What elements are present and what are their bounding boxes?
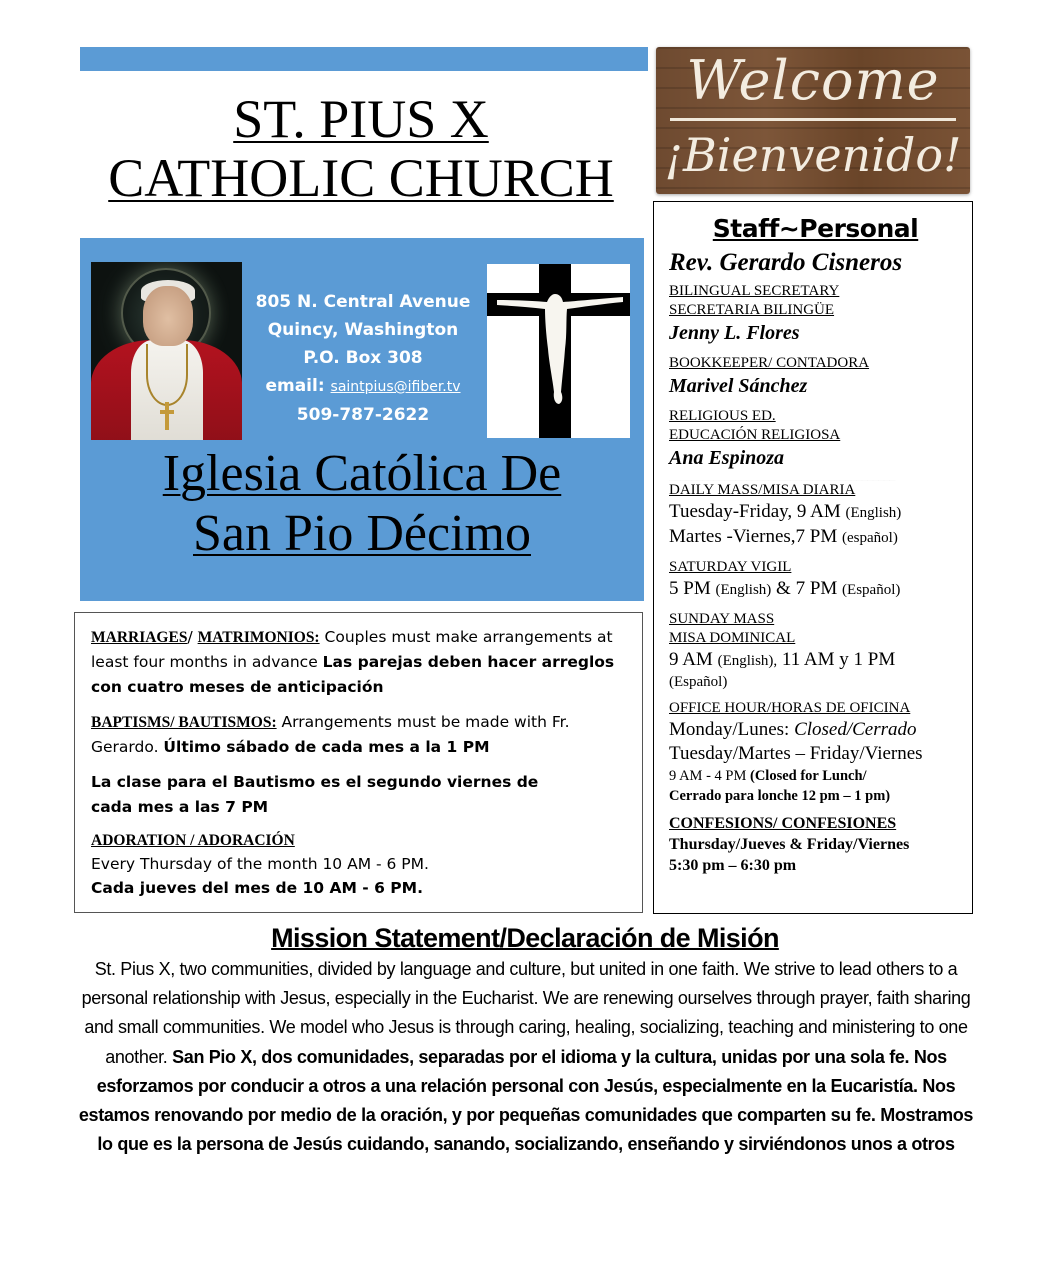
staff-name: Ana Espinoza [669, 447, 785, 469]
baptisms-text-en: Arrangements must be made with Fr. Gerardo. [91, 713, 570, 756]
office-lunch-line1: (Closed for Lunch/ [749, 768, 867, 784]
baptisms-heading: BAPTISMS/ BAUTISMOS: [91, 714, 277, 731]
staff-schedule-box [653, 201, 973, 914]
saturday-vigil-heading: SATURDAY VIGIL [669, 559, 792, 575]
confessions-heading: CONFESIONS/ CONFESIONES [669, 815, 897, 832]
staff-role: BILINGUAL SECRETARY [669, 283, 840, 299]
welcome-text: Welcome [686, 49, 940, 112]
mission-title-text: Mission Statement/Declaración de Misión [271, 923, 779, 953]
church-info-panel [80, 238, 644, 601]
vigil-note2: (Español) [842, 582, 901, 598]
saturday-vigil-section [669, 558, 962, 602]
office-hours-section [669, 699, 962, 806]
staff-name: Jenny L. Flores [669, 322, 800, 344]
adoration-text-es: Cada jueves del mes de 10 AM - 6 PM. [91, 879, 423, 897]
church-title-line1: ST. PIUS X [233, 89, 489, 149]
address-city: Quincy, Washington [267, 320, 459, 340]
section-divider: _________________________________________ [669, 471, 895, 481]
church-title [80, 90, 642, 208]
welcome-sign-rule [670, 118, 956, 121]
phone-number: 509-787-2622 [296, 405, 430, 425]
pastor-name: Rev. Gerardo Cisneros [669, 249, 903, 276]
confessions-section [669, 814, 962, 876]
confessions-days: Thursday/Jueves & Friday/Viernes [669, 836, 910, 853]
staff-role: SECRETARIA BILINGÜE [669, 302, 835, 318]
marriages-text-es: Las parejas deben hacer arreglos con cuatro meses de anticipación [91, 653, 615, 696]
marriages-heading-en: MARRIAGES [91, 629, 188, 646]
staff-role: BOOKKEEPER/ CONTADORA [669, 355, 870, 371]
marriages-heading-es: MATRIMONIOS: [197, 629, 320, 646]
staff-role: RELIGIOUS ED. [669, 408, 776, 424]
baptisms-section [91, 710, 632, 760]
sacraments-info-box [74, 612, 643, 913]
office-hours-time: 9 AM - 4 PM [669, 768, 750, 784]
sunday-time1: 9 AM [669, 649, 718, 670]
staff-member [669, 282, 962, 346]
welcome-sign-image [656, 47, 970, 194]
crucifix-icon [487, 264, 630, 438]
baptisms-text-es: Último sábado de cada mes a la 1 PM [163, 738, 490, 756]
marriages-text-en: Couples must make arrangements at least four months in advance [91, 628, 613, 671]
adoration-heading: ADORATION / ADORACIÓN [91, 832, 295, 849]
daily-mass-section [669, 481, 962, 550]
confessions-time: 5:30 pm – 6:30 pm [669, 857, 797, 874]
office-weekdays: Tuesday/Martes – Friday/Viernes [669, 743, 923, 764]
spanish-title-line1: Iglesia Católica De [162, 445, 562, 502]
staff-name: Marivel Sánchez [669, 375, 808, 397]
sunday-times: 11 AM y 1 PM [777, 649, 896, 670]
sunday-mass-heading: SUNDAY MASS [669, 611, 775, 627]
mission-title [0, 921, 1050, 955]
mission-statement [70, 955, 982, 1159]
address-street: 805 N. Central Avenue [255, 292, 471, 312]
sunday-note2: (Español) [669, 674, 728, 690]
marriages-section [91, 625, 632, 700]
saint-pius-portrait-icon [91, 262, 242, 440]
staff-member [669, 407, 962, 471]
adoration-text-en: Every Thursday of the month 10 AM - 6 PM. [91, 855, 429, 873]
marriages-heading-sep: / [187, 628, 198, 646]
mission-text-en: St. Pius X, two communities, divided by language and culture, but united in one faith. We strive to lead others to a personal relationship with Jesus, especially in the Eucharist. We are renewing ourselves through prayer, faith sharing and small communities. We model who Jesus is through caring, healing, socializing, teaching and ministering to one another. [81, 959, 971, 1067]
email-row [242, 372, 484, 401]
daily-mass-note1: (English) [845, 505, 902, 521]
adoration-section [91, 830, 632, 900]
staff-member [669, 354, 962, 399]
email-link[interactable]: saintpius@ifiber.tv [330, 379, 461, 395]
office-monday-label: Monday/Lunes: [669, 719, 795, 740]
sunday-mass-heading-es: MISA DOMINICAL [669, 630, 796, 646]
mission-text-es: San Pio X, dos comunidades, separadas por el idioma y la cultura, unidas por una sola fe. Nos esforzamos por conducir a otros a una relación personal con Jesús, especialmente en la Eucaristía. Nos estamos renovando por medio de la oración, y por pequeñas comunidades que comparten su fe. Mostramos lo que es la persona de Jesús cuidando, sanando, socializando, enseñando y sirviéndonos unos a otros [78, 1046, 974, 1155]
vigil-time2: & 7 PM [771, 578, 843, 599]
sunday-mass-section [669, 610, 962, 691]
vigil-time1: 5 PM [669, 578, 716, 599]
church-title-line2: CATHOLIC CHURCH [108, 148, 614, 208]
staff-heading: Staff~Personal [712, 214, 919, 243]
sunday-note1: (English), [717, 653, 778, 669]
office-lunch-line2: Cerrado para lonche 12 pm – 1 pm) [669, 788, 891, 804]
daily-mass-heading: DAILY MASS/MISA DIARIA [669, 482, 856, 498]
email-label: email: [265, 376, 331, 396]
spanish-title-line2: San Pio Décimo [193, 505, 531, 562]
daily-mass-line2: Martes -Viernes,7 PM [669, 526, 842, 547]
daily-mass-note2: (español) [842, 530, 898, 546]
baptism-class-note: La clase para el Bautismo es el segundo viernes de cada mes a las 7 PM [91, 773, 539, 816]
address-po-box: P.O. Box 308 [303, 348, 423, 368]
staff-role: EDUCACIÓN RELIGIOSA [669, 427, 841, 443]
office-monday-value: Closed/Cerrado [794, 719, 917, 740]
spanish-church-title [80, 444, 644, 564]
office-hours-heading: OFFICE HOUR/HORAS DE OFICINA [669, 700, 911, 716]
top-accent-bar [80, 47, 648, 71]
bienvenido-text: ¡Bienvenido! [664, 128, 962, 182]
vigil-note1: (English) [715, 582, 772, 598]
daily-mass-line1: Tuesday-Friday, 9 AM [669, 501, 846, 522]
church-address [242, 288, 484, 429]
